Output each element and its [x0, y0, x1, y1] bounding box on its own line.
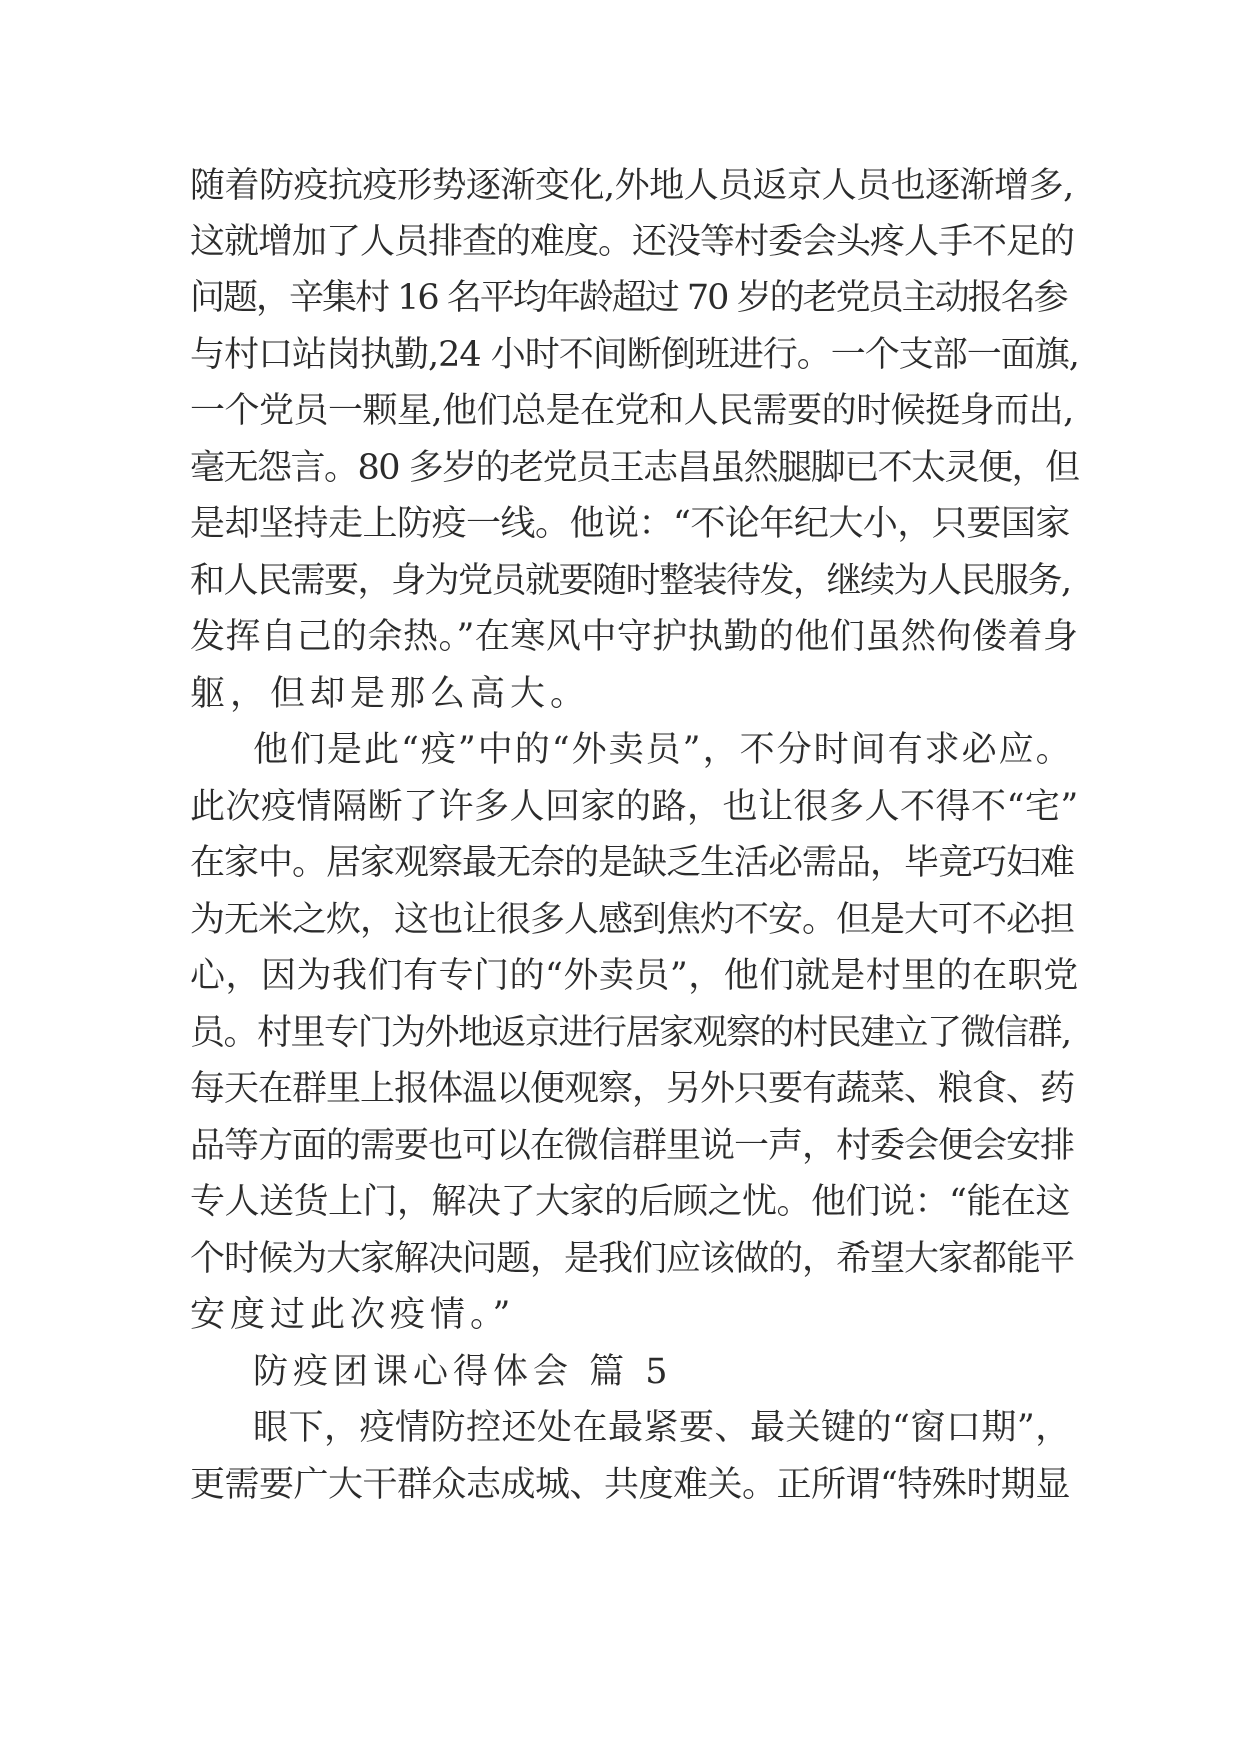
paragraph-2-line: 品等方面的需要也可以在微信群里说一声，村委会便会安排: [190, 1126, 1075, 1166]
paragraph-1-line: 这就增加了人员排查的难度。还没等村委会头疼人手不足的: [190, 222, 1075, 262]
section-heading: 防疫团课心得体会 篇 5: [253, 1352, 673, 1392]
paragraph-2-line: 专人送货上门，解决了大家的后顾之忧。他们说：“能在这: [190, 1182, 1070, 1222]
paragraph-1-line: 随着防疫抗疫形势逐渐变化,外地人员返京人员也逐渐增多,: [190, 166, 1074, 206]
paragraph-1-line: 是却坚持走上防疫一线。他说：“不论年纪大小，只要国家: [190, 504, 1070, 544]
paragraph-1-line: 躯，但却是那么高大。: [190, 674, 591, 714]
paragraph-1-line: 与村口站岗执勤,24 小时不间断倒班进行。一个支部一面旗,: [190, 335, 1079, 375]
paragraph-1-line: 和人民需要，身为党员就要随时整装待发，继续为人民服务,: [190, 561, 1071, 601]
paragraph-1-line: 一个党员一颗星,他们总是在党和人民需要的时候挺身而出,: [190, 391, 1074, 431]
paragraph-2-line: 员。村里专门为外地返京进行居家观察的村民建立了微信群,: [190, 1013, 1071, 1053]
paragraph-1-line: 问题，辛集村 16 名平均年龄超过 70 岁的老党员主动报名参: [190, 278, 1067, 318]
paragraph-2-line: 此次疫情隔断了许多人回家的路，也让很多人不得不“宅”: [190, 787, 1079, 827]
paragraph-3-line: 更需要广大干群众志成城、共度难关。正所谓“特殊时期显: [190, 1465, 1070, 1505]
paragraph-2-line: 每天在群里上报体温以便观察，另外只要有蔬菜、粮食、药: [190, 1069, 1075, 1109]
paragraph-2-line: 为无米之炊，这也让很多人感到焦灼不安。但是大可不必担: [190, 900, 1075, 940]
paragraph-1-line: 发挥自己的余热。”在寒风中守护执勤的他们虽然佝偻着身: [190, 617, 1079, 657]
paragraph-2-line: 在家中。居家观察最无奈的是缺乏生活必需品，毕竟巧妇难: [190, 843, 1075, 883]
paragraph-1-line: 毫无怨言。80 多岁的老党员王志昌虽然腿脚已不太灵便，但: [190, 448, 1079, 488]
paragraph-2-line: 安度过此次疫情。”: [190, 1295, 516, 1335]
paragraph-3-line: 眼下，疫情防控还处在最紧要、最关键的“窗口期”，: [253, 1408, 1071, 1448]
paragraph-2-line: 心，因为我们有专门的“外卖员”，他们就是村里的在职党: [190, 956, 1079, 996]
paragraph-2-line: 他们是此“疫”中的“外卖员”，不分时间有求必应。: [253, 730, 1073, 770]
paragraph-2-line: 个时候为大家解决问题，是我们应该做的，希望大家都能平: [190, 1239, 1075, 1279]
